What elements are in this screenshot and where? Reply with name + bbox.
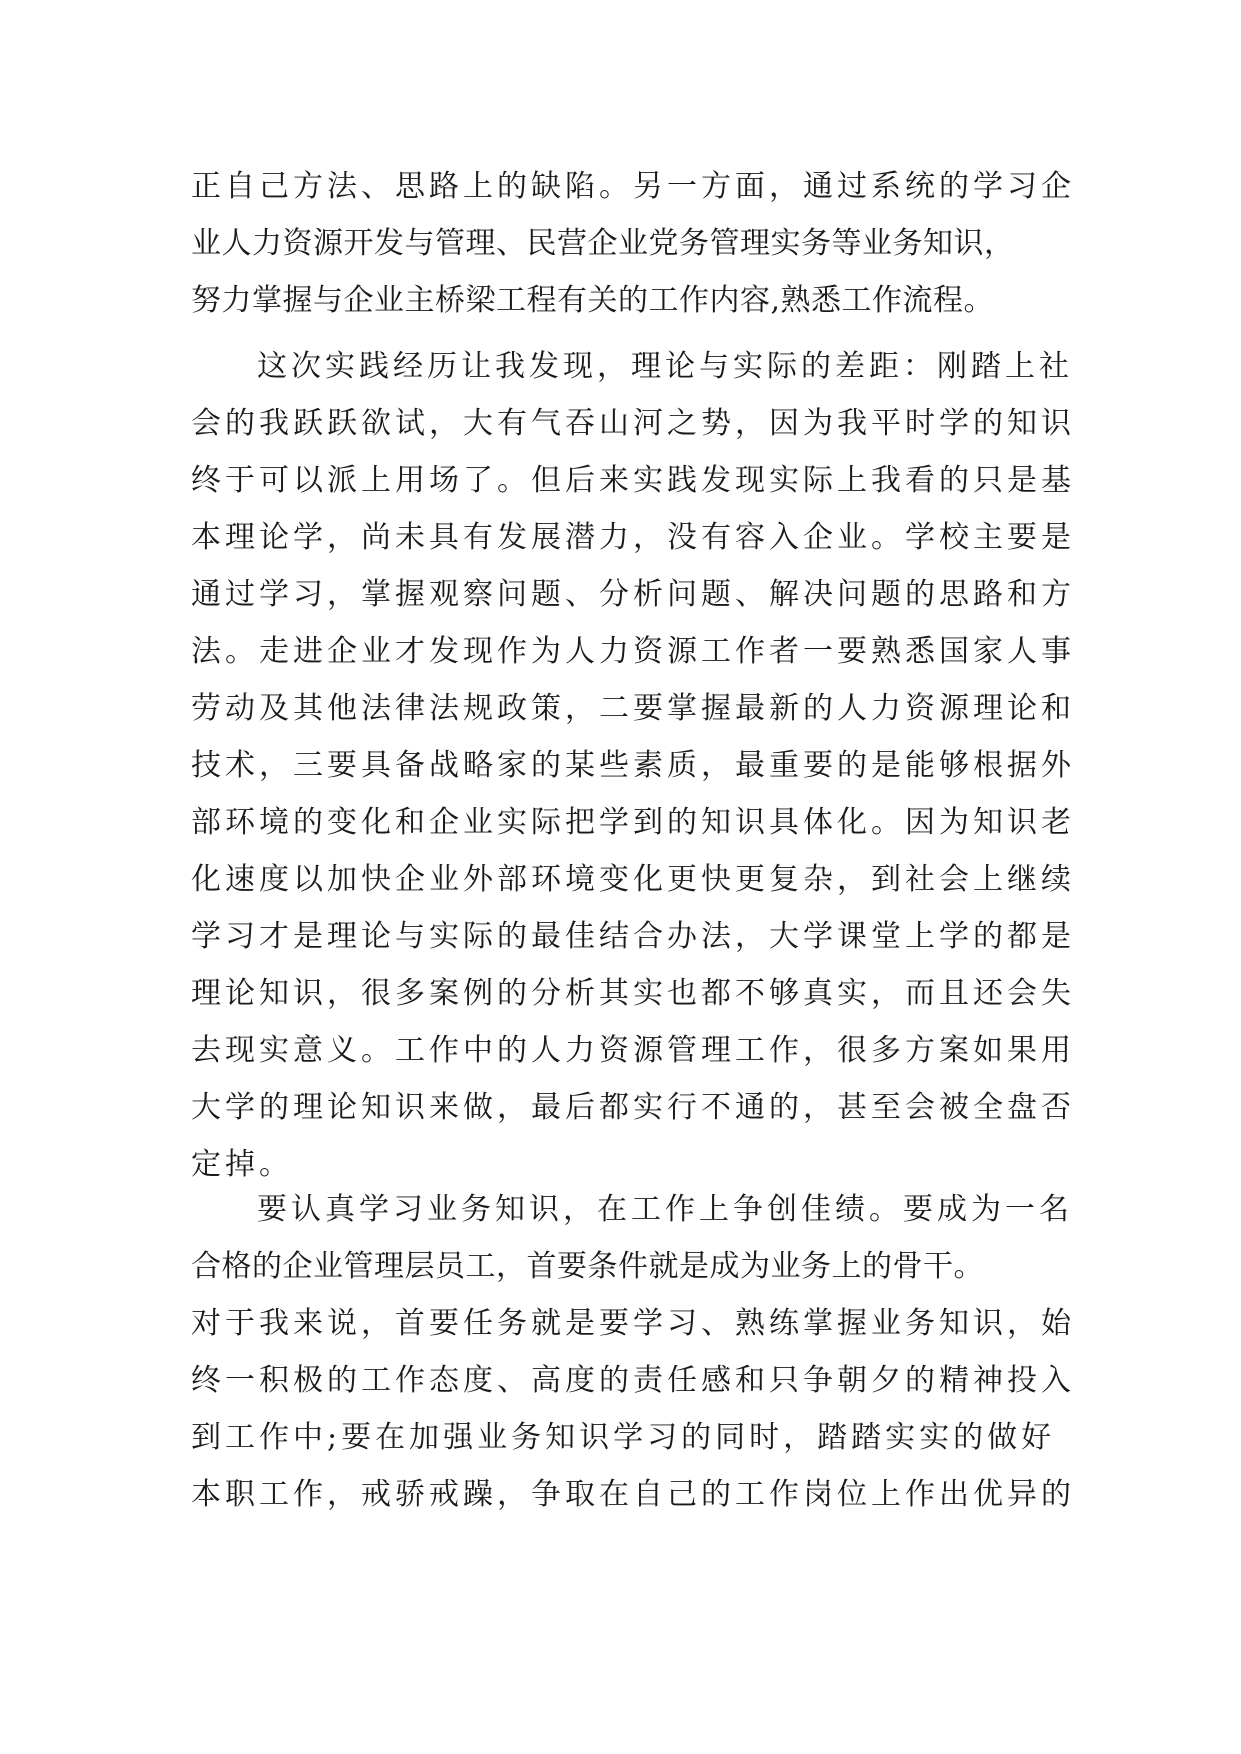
- text-line: 终一积极的工作态度、高度的责任感和只争朝夕的精神投入: [191, 1363, 1075, 1398]
- paragraph-continuation: [191, 158, 1075, 329]
- text-line: 努力掌握与企业主桥梁工程有关的工作内容,熟悉工作流程。: [191, 283, 995, 318]
- text-line: 对于我来说，首要任务就是要学习、熟练掌握业务知识，始: [191, 1306, 1075, 1341]
- text-line: 大学的理论知识来做，最后都实行不通的，甚至会被全盘否: [191, 1090, 1075, 1125]
- paragraph-theory-vs-practice: [191, 338, 1075, 1193]
- text-line: 化速度以加快企业外部环境变化更快更复杂，到社会上继续: [191, 862, 1075, 897]
- text-line: 合格的企业管理层员工，首要条件就是成为业务上的骨干。: [191, 1249, 984, 1284]
- text-line: 去现实意义。工作中的人力资源管理工作，很多方案如果用: [191, 1033, 1075, 1068]
- text-line: 本职工作，戒骄戒躁，争取在自己的工作岗位上作出优异的: [191, 1477, 1075, 1512]
- text-line: 学习才是理论与实际的最佳结合办法，大学课堂上学的都是: [191, 919, 1075, 954]
- text-line: 技术，三要具备战略家的某些素质，最重要的是能够根据外: [191, 748, 1075, 783]
- text-line: 到工作中;要在加强业务知识学习的同时，踏踏实实的做好: [191, 1420, 1056, 1455]
- text-line: 业人力资源开发与管理、民营企业党务管理实务等业务知识，: [191, 226, 1015, 261]
- text-line: 劳动及其他法律法规政策，二要掌握最新的人力资源理论和: [191, 691, 1075, 726]
- text-line: 终于可以派上用场了。但后来实践发现实际上我看的只是基: [191, 463, 1075, 498]
- text-line: 本理论学，尚未具有发展潜力，没有容入企业。学校主要是: [191, 520, 1075, 555]
- text-line: 理论知识，很多案例的分析其实也都不够真实，而且还会失: [191, 976, 1075, 1011]
- text-line: 法。走进企业才发现作为人力资源工作者一要熟悉国家人事: [191, 634, 1075, 669]
- text-line: 正自己方法、思路上的缺陷。另一方面，通过系统的学习企: [191, 169, 1075, 204]
- text-line: 通过学习，掌握观察问题、分析问题、解决问题的思路和方: [191, 577, 1075, 612]
- text-line: 这次实践经历让我发现，理论与实际的差距：刚踏上社: [257, 349, 1073, 384]
- text-line: 部环境的变化和企业实际把学到的知识具体化。因为知识老: [191, 805, 1075, 840]
- text-line: 会的我跃跃欲试，大有气吞山河之势，因为我平时学的知识: [191, 406, 1075, 441]
- paragraph-study-business: [191, 1181, 1075, 1523]
- text-line: 要认真学习业务知识，在工作上争创佳绩。要成为一名: [257, 1192, 1073, 1227]
- text-line: 定掉。: [191, 1147, 293, 1182]
